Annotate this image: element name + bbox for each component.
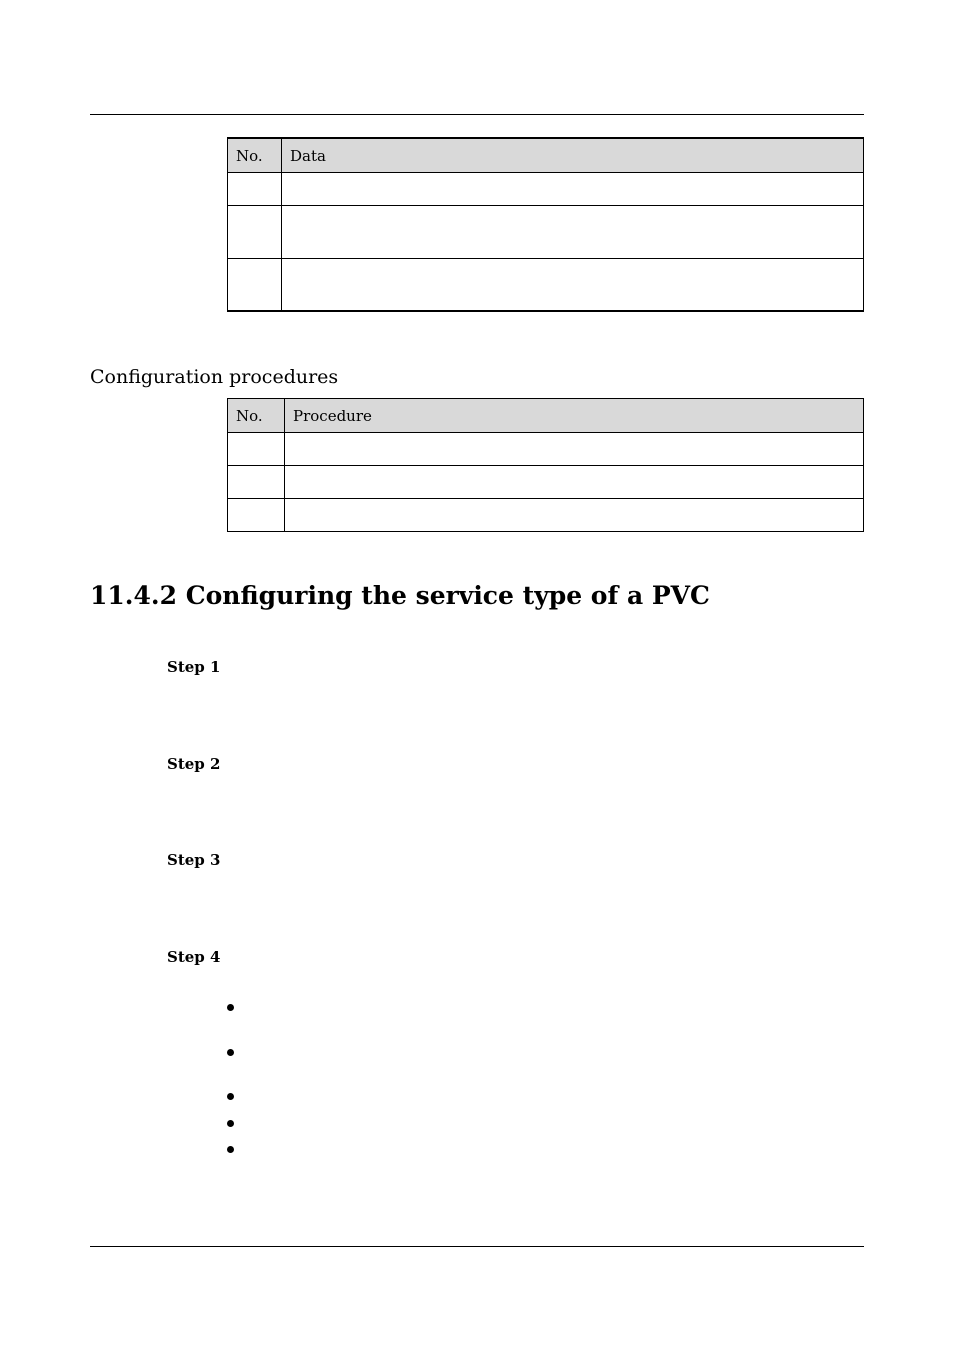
column-header-no: No. bbox=[228, 399, 285, 433]
data-table bbox=[227, 137, 864, 312]
table-cell bbox=[282, 259, 864, 311]
header-rule bbox=[90, 114, 864, 115]
column-header-procedure: Procedure bbox=[285, 399, 864, 433]
bullet-point bbox=[226, 1119, 236, 1129]
step-label: Step 4 bbox=[167, 948, 221, 966]
table-cell bbox=[282, 206, 864, 259]
table-row bbox=[228, 466, 864, 499]
step-label: Step 3 bbox=[167, 851, 221, 869]
footer-rule bbox=[90, 1246, 864, 1247]
table-cell bbox=[228, 499, 285, 532]
table-row bbox=[228, 206, 864, 259]
procedure-table bbox=[227, 398, 864, 532]
table-cell bbox=[282, 173, 864, 206]
bullet-point bbox=[226, 1092, 236, 1102]
bullet-point bbox=[226, 1145, 236, 1155]
section-subheading: Configuration procedures bbox=[90, 366, 339, 388]
column-header-data: Data bbox=[282, 138, 864, 173]
table-row bbox=[228, 499, 864, 532]
step-label: Step 1 bbox=[167, 658, 221, 676]
table-cell bbox=[228, 206, 282, 259]
table-cell bbox=[228, 259, 282, 311]
table-row bbox=[228, 433, 864, 466]
section-title: 11.4.2 Configuring the service type of a PVC bbox=[90, 581, 710, 610]
table-cell bbox=[285, 499, 864, 532]
table-row bbox=[228, 259, 864, 311]
bullet-point bbox=[226, 1003, 236, 1013]
table-cell bbox=[228, 173, 282, 206]
table-header-row bbox=[228, 138, 864, 173]
table-cell bbox=[228, 433, 285, 466]
table-cell bbox=[285, 433, 864, 466]
table-header-row bbox=[228, 399, 864, 433]
bullet-point bbox=[226, 1048, 236, 1058]
step-label: Step 2 bbox=[167, 755, 221, 773]
table-cell bbox=[228, 466, 285, 499]
table-row bbox=[228, 173, 864, 206]
table-cell bbox=[285, 466, 864, 499]
column-header-no: No. bbox=[228, 138, 282, 173]
